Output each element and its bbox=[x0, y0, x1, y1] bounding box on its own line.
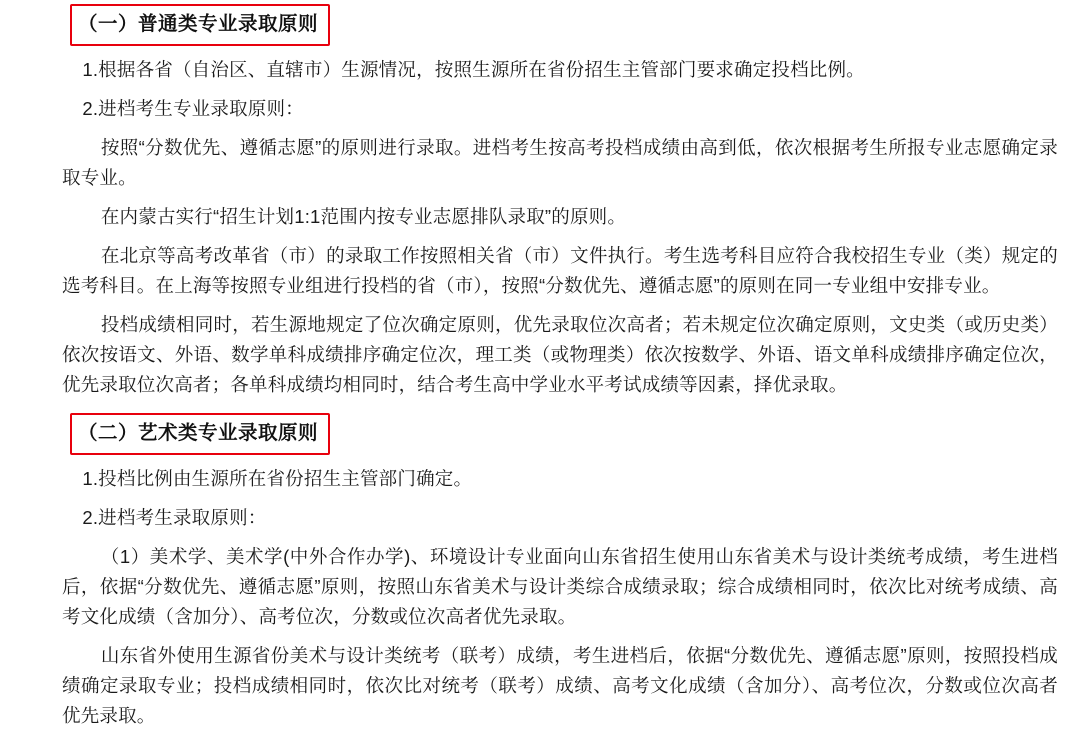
section-one-paragraph-3: 按照“分数优先、遵循志愿”的原则进行录取。进档考生按高考投档成绩由高到低，依次根据考生所报专业志愿确定录取专业。 bbox=[62, 137, 1058, 189]
section-one-heading: （一）普通类专业录取原则 bbox=[70, 4, 330, 46]
section-two-heading: （二）艺术类专业录取原则 bbox=[70, 413, 330, 455]
section-two-paragraph-1: 1.投档比例由生源所在省份招生主管部门确定。 bbox=[82, 468, 473, 490]
section-one-paragraph-4: 在内蒙古实行“招生计划1:1范围内按专业志愿排队录取”的原则。 bbox=[100, 206, 627, 228]
section-one-paragraph-1: 1.根据各省（自治区、直辖市）生源情况，按照生源所在省份招生主管部门要求确定投档比例。 bbox=[82, 59, 865, 81]
section-two-heading-box bbox=[70, 413, 330, 455]
section-one-paragraph-6: 投档成绩相同时，若生源地规定了位次确定原则，优先录取位次高者；若未规定位次确定原则，文史类（或历史类）依次按语文、外语、数学单科成绩排序确定位次，理工类（或物理类）依次按数学、外语、语文单科成绩排序确定位次，优先录取位次高者；各单科成绩均相同时，结合考生高中学业水平考试成绩等因素，择优录取。 bbox=[62, 313, 1058, 395]
section-two-paragraph-2: 2.进档考生录取原则： bbox=[82, 507, 267, 529]
section-two-paragraph-3: （1）美术学、美术学(中外合作办学)、环境设计专业面向山东省招生使用山东省美术与设计类统考成绩，考生进档后，依据“分数优先、遵循志愿”原则，按照山东省美术与设计类综合成绩录取；综合成绩相同时，依次比对统考成绩、高考文化成绩（含加分）、高考位次，分数或位次高者优先录取。 bbox=[62, 546, 1058, 627]
section-two-paragraph-4: 山东省外使用生源省份美术与设计类统考（联考）成绩，考生进档后，依据“分数优先、遵循志愿”原则，按照投档成绩确定录取专业；投档成绩相同时，依次比对统考（联考）成绩、高考文化成绩（含加分）、高考位次，分数或位次高者优先录取。 bbox=[62, 644, 1058, 726]
section-one-heading-box bbox=[70, 4, 330, 46]
section-one-paragraph-5: 在北京等高考改革省（市）的录取工作按照相关省（市）文件执行。考生选考科目应符合我校招生专业（类）规定的选考科目。在上海等按照专业组进行投档的省（市），按照“分数优先、遵循志愿”的原则在同一专业组中安排专业。 bbox=[62, 245, 1058, 296]
section-one-paragraph-2: 2.进档考生专业录取原则： bbox=[82, 98, 304, 120]
